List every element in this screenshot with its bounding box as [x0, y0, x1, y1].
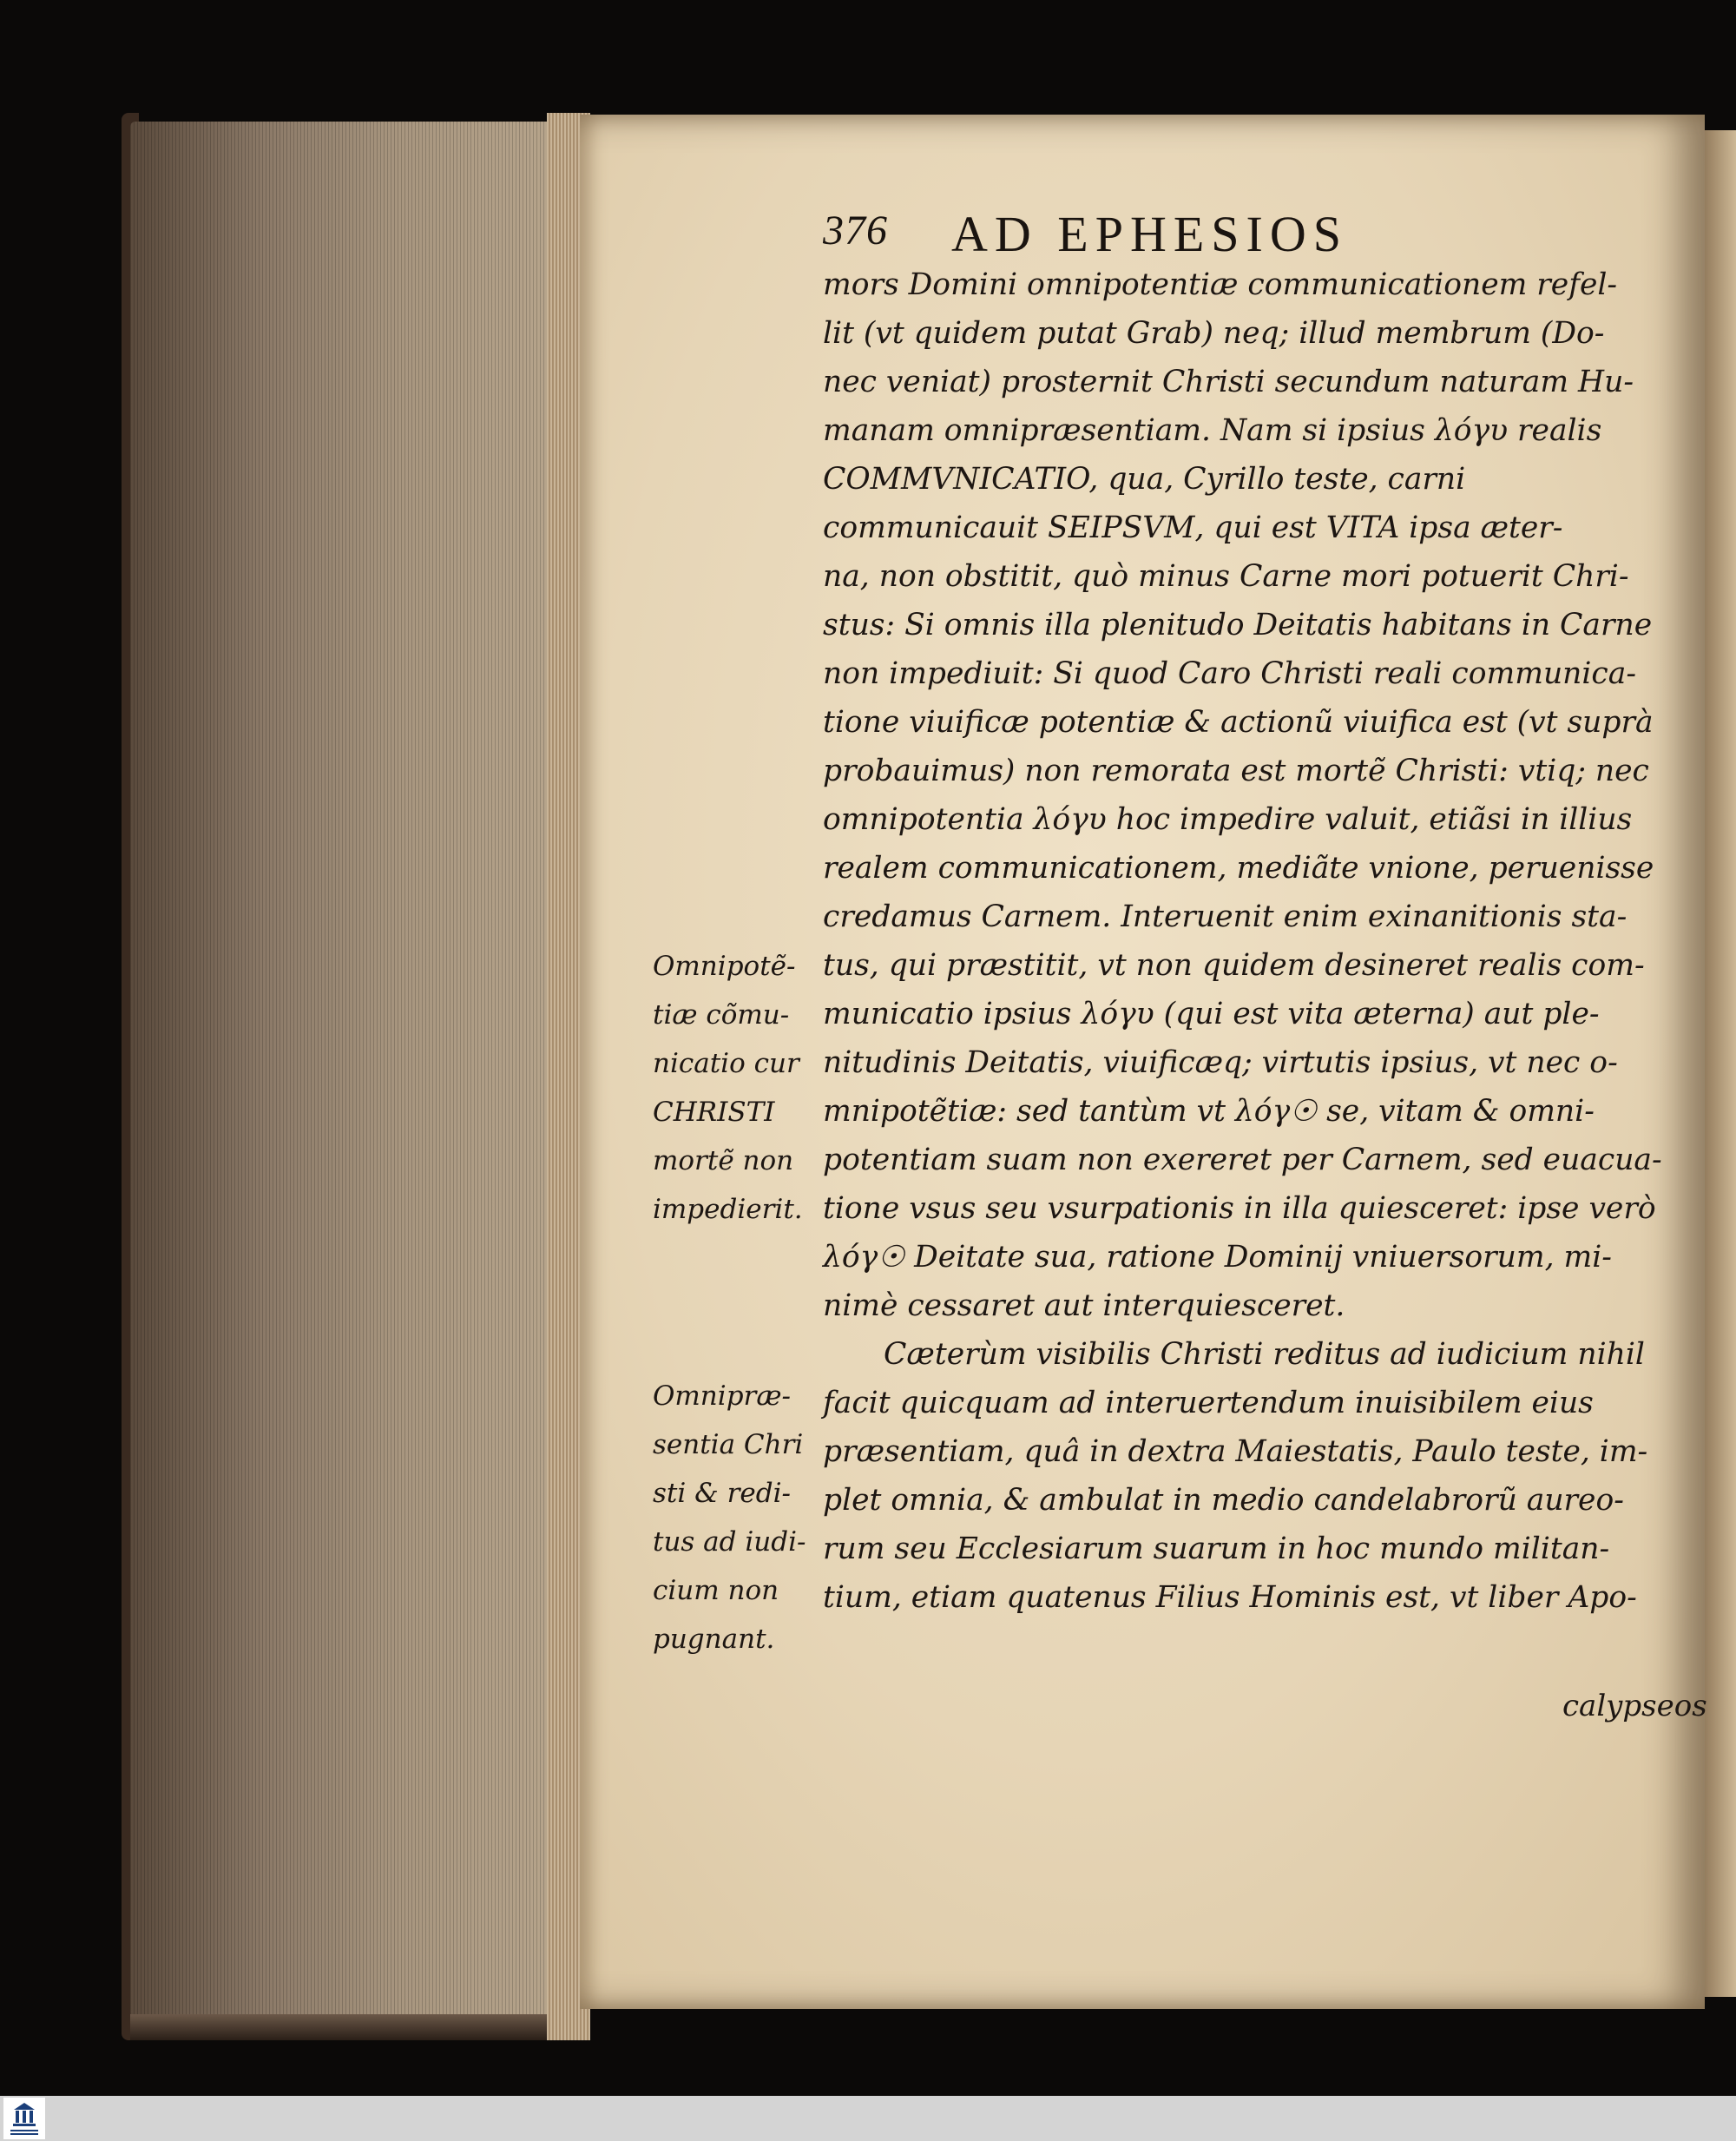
- text-line: municatio ipsius λόγυ (qui est vita æterna) aut ple-: [823, 997, 1600, 1031]
- text-line: rum seu Ecclesiarum suarum in hoc mundo militan-: [823, 1532, 1610, 1566]
- text-line: potentiam suam non exereret per Carnem, sed euacua-: [823, 1143, 1662, 1177]
- main-text: [823, 260, 1662, 1622]
- library-logo-icon: [3, 2098, 45, 2139]
- book-bottom-edge: [130, 2014, 582, 2040]
- book-page-edges: [130, 122, 582, 2032]
- page-number: 376: [823, 208, 888, 254]
- text-line: facit quicquam ad interuertendum inuisibilem eius: [823, 1386, 1594, 1420]
- text-line: COMMVNICATIO, qua, Cyrillo teste, carni: [823, 462, 1466, 497]
- text-line: na, non obstitit, quò minus Carne mori potuerit Chri-: [823, 559, 1629, 594]
- marginal-line: Omnipræ-: [653, 1380, 791, 1412]
- text-line: tione vsus seu vsurpationis in illa quiesceret: ipse verò: [823, 1191, 1656, 1226]
- text-line: nec veniat) prosternit Christi secundum naturam Hu-: [823, 365, 1634, 399]
- viewer-footer-bar: [0, 2096, 1736, 2141]
- text-line: communicauit SEIPSVM, qui est VITA ipsa æter-: [823, 511, 1563, 545]
- text-line: realem communicationem, mediãte vnione, peruenisse: [823, 851, 1654, 886]
- text-line: tium, etiam quatenus Filius Hominis est, vt liber Apo-: [823, 1580, 1637, 1615]
- text-line: nitudinis Deitatis, viuificæq; virtutis ipsius, vt nec o-: [823, 1045, 1618, 1080]
- text-line: probauimus) non remorata est mortẽ Christi: vtiq; nec: [823, 754, 1649, 788]
- marginal-line: Omnipotẽ-: [653, 951, 796, 982]
- text-line: stus: Si omnis illa plenitudo Deitatis habitans in Carne: [823, 608, 1653, 642]
- marginal-line: sti & redi-: [653, 1478, 791, 1509]
- text-line: præsentiam, quâ in dextra Maiestatis, Paulo teste, im-: [823, 1434, 1648, 1469]
- text-line: tione viuificæ potentiæ & actionũ viuifica est (vt suprà: [823, 705, 1654, 740]
- catchword: calypseos: [1562, 1689, 1707, 1723]
- text-line: nimè cessaret aut interquiesceret.: [823, 1288, 1345, 1323]
- marginal-note-omnipraesentia: [653, 1372, 826, 1663]
- text-line: lit (vt quidem putat Grab) neq; illud membrum (Do-: [823, 316, 1605, 351]
- marginal-line: nicatio cur: [653, 1048, 799, 1079]
- paragraph-start-line: Cæterùm visibilis Christi reditus ad iudicium nihil: [884, 1337, 1645, 1372]
- text-line: tus, qui præstitit, vt non quidem desineret realis com-: [823, 948, 1645, 983]
- marginal-line: tus ad iudi-: [653, 1526, 806, 1558]
- marginal-line: impedierit.: [653, 1194, 803, 1225]
- marginal-line: cium non: [653, 1575, 779, 1606]
- marginal-line: CHRISTI: [653, 1097, 775, 1128]
- text-line: omnipotentia λόγυ hoc impedire valuit, etiãsi in illius: [823, 802, 1633, 837]
- text-line: plet omnia, & ambulat in medio candelabrorũ aureo-: [823, 1483, 1624, 1518]
- running-title: AD EPHESIOS: [951, 206, 1348, 262]
- text-line: mnipotẽtiæ: sed tantùm vt λόγ☉ se, vitam & omni-: [823, 1094, 1595, 1129]
- marginal-line: pugnant.: [653, 1624, 775, 1655]
- page-header: [823, 207, 1483, 267]
- text-line: non impediuit: Si quod Caro Christi reali communica-: [823, 656, 1636, 691]
- marginal-line: mortẽ non: [653, 1145, 794, 1176]
- text-line: manam omnipræsentiam. Nam si ipsius λόγυ realis: [823, 413, 1602, 448]
- marginal-line: tiæ cõmu-: [653, 999, 790, 1031]
- text-line: λόγ☉ Deitate sua, ratione Dominij vniuersorum, mi-: [823, 1240, 1612, 1275]
- text-line: credamus Carnem. Interuenit enim exinanitionis sta-: [823, 899, 1628, 934]
- marginal-note-omnipotentia: [653, 942, 826, 1234]
- text-line: mors Domini omnipotentiæ communicationem refel-: [823, 267, 1618, 302]
- marginal-line: sentia Chri: [653, 1429, 804, 1460]
